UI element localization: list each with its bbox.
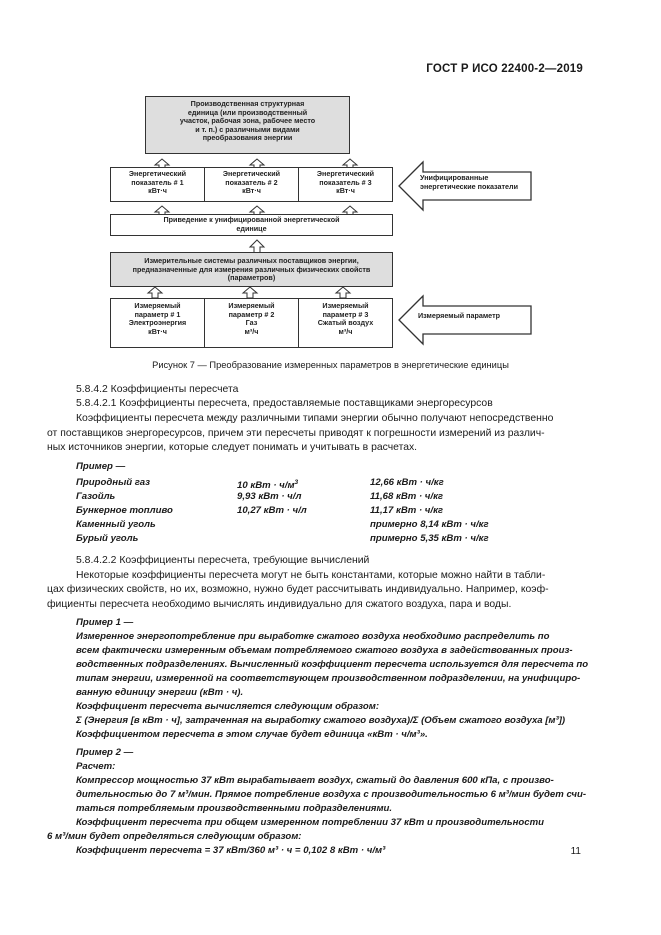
fuel-value-mass: 11,68 кВт · ч/кг <box>370 491 444 502</box>
example-line: ванную единицу энергии (кВт · ч). <box>76 687 244 698</box>
box-line: Энергетический <box>316 169 375 178</box>
box-line: параметр # 3 <box>322 309 369 319</box>
box-line: участок, рабочая зона, рабочее место <box>179 116 316 125</box>
example-line: всем фактически измеренным объемам потребляемого сжатого воздуха в задействованных произ- <box>76 645 573 656</box>
paragraph-line: цах физических свойств, но их, возможно, нужно будет рассчитывать индивидуально. Например, коэф- <box>47 584 549 595</box>
fuel-value-mass: 11,17 кВт · ч/кг <box>370 505 444 516</box>
example-line: Измеренное энергопотребление при выработке сжатого воздуха необходимо распределить по <box>76 631 550 642</box>
box-line: м³/ч <box>338 326 353 336</box>
formula-line: Σ (Энергия [в кВт · ч], затраченная на выработку сжатого воздуха)/Σ (Объем сжатого воздуха [м³]) <box>76 715 566 726</box>
example-line: Компрессор мощностью 37 кВт вырабатывает воздух, сжатый до давления 600 кПа, с произво- <box>76 775 554 786</box>
figure-caption: Рисунок 7 — Преобразование измеренных параметров в энергетические единицы <box>152 360 509 370</box>
example-line: 6 м³/мин будет определяться следующим образом: <box>47 831 302 842</box>
box-line: (параметров) <box>227 273 276 282</box>
param-3-box <box>298 298 393 348</box>
example-line: Коэффициент пересчета вычисляется следующим образом: <box>76 701 380 712</box>
production-unit-box <box>145 96 350 154</box>
box-line: единица (или производственный <box>187 107 308 117</box>
fuel-name: Газойль <box>76 491 116 502</box>
example-1-title: Пример 1 — <box>76 617 134 628</box>
figure-7 <box>0 0 661 380</box>
param-2-box <box>204 298 299 348</box>
measured-parameter-label: Измеряемый параметр <box>418 311 500 320</box>
box-line: Измеряемый <box>322 301 369 310</box>
box-line: Газ <box>245 318 258 327</box>
box-line: Энергетический <box>222 169 281 178</box>
page-number: 11 <box>570 846 581 857</box>
box-line: кВт·ч <box>148 186 167 195</box>
box-line: и т. п.) с различными видами <box>195 124 300 134</box>
box-line: Электроэнергия <box>128 318 187 327</box>
measurement-systems-box <box>110 252 393 287</box>
subsection-heading: 5.8.4.2.2 Коэффициенты пересчета, требующие вычислений <box>76 555 370 566</box>
fuel-value-mass: 12,66 кВт · ч/кг <box>370 477 444 488</box>
box-line: Приведение к унифицированной энергетической <box>163 215 340 224</box>
label-line: энергетические показатели <box>420 181 519 191</box>
box-line: показатель # 1 <box>131 177 184 187</box>
section-heading: 5.8.4.2 Коэффициенты пересчета <box>76 384 239 395</box>
box-line: параметр # 2 <box>228 309 275 319</box>
box-line: предназначенные для измерения различных физических свойств <box>132 264 371 274</box>
example-title: Пример — <box>76 461 126 472</box>
example-line: Расчет: <box>76 761 116 772</box>
fuel-name: Бурый уголь <box>76 533 139 544</box>
box-line: преобразования энергии <box>202 133 293 142</box>
fuel-name: Природный газ <box>76 477 151 488</box>
box-line: Энергетический <box>128 169 187 178</box>
box-line: Измеряемый <box>228 301 275 310</box>
paragraph-line: Некоторые коэффициенты пересчета могут не быть константами, которые можно найти в табли- <box>76 570 546 581</box>
fuel-name: Каменный уголь <box>76 519 156 530</box>
paragraph-line: от поставщиков энергоресурсов, причем эти пересчеты приводят к погрешности измерений из различ- <box>47 428 545 439</box>
unified-indicators-label <box>420 174 532 196</box>
example-2-title: Пример 2 — <box>76 747 134 758</box>
fuel-value-vol: 10 кВт · $ч/м^3$ <box>237 479 299 492</box>
subsection-heading: 5.8.4.2.1 Коэффициенты пересчета, предоставляемые поставщиками энергоресурсов <box>76 398 493 409</box>
paragraph-line: ных источников энергии, которые следует понимать и учитывать в расчетах. <box>47 442 418 453</box>
fuel-value-mass: примерно 5,35 кВт · ч/кг <box>370 533 489 544</box>
fuel-value-vol: 9,93 кВт · ч/л <box>237 491 302 502</box>
param-1-box <box>110 298 205 348</box>
fuel-name: Бункерное топливо <box>76 505 173 516</box>
indicator-3-box <box>298 167 393 202</box>
paragraph-line: фициенты пересчета необходимо вычислять индивидуально для сжатого воздуха, пара и воды. <box>47 599 512 610</box>
document-header: ГОСТ Р ИСО 22400-2—2019 <box>426 63 583 75</box>
example-line: таться потребляемым производственными подразделениями. <box>76 803 393 814</box>
box-line: Производственная структурная <box>190 99 305 108</box>
box-line: показатель # 3 <box>319 177 372 187</box>
box-line: Измеряемый <box>134 301 181 310</box>
box-line: м³/ч <box>244 326 259 336</box>
formula-line: Коэффициент пересчета = 37 кВт/360 м³ · ч = 0,102 8 кВт · ч/м³ <box>76 845 386 856</box>
box-line: кВт·ч <box>336 186 355 195</box>
example-line: водственных подразделениях. Вычисленный коэффициент пересчета используется для пересчета по <box>76 659 589 670</box>
label-line: Унифицированные <box>420 173 489 182</box>
example-line: Коэффициент пересчета при общем измеренном потреблении 37 кВт и производительности <box>76 817 544 828</box>
box-line: параметр # 1 <box>134 309 181 319</box>
fuel-value-vol: 10,27 кВт · ч/л <box>237 505 307 516</box>
indicator-1-box <box>110 167 205 202</box>
example-line: типам энергии, измеренной на соответствующем производственном подразделении, на унифициро- <box>76 673 581 684</box>
box-line: Сжатый воздух <box>317 318 374 327</box>
box-line: кВт·ч <box>242 186 261 195</box>
box-line: единице <box>236 223 267 233</box>
indicator-2-box <box>204 167 299 202</box>
fuel-value-mass: примерно 8,14 кВт · ч/кг <box>370 519 489 530</box>
box-line: Измерительные системы различных поставщиков энергии, <box>144 256 359 265</box>
unit-reduction-box <box>110 214 393 236</box>
box-line: кВт·ч <box>148 326 167 336</box>
box-line: показатель # 2 <box>225 177 278 187</box>
example-line: Коэффициентом пересчета в этом случае будет единица «кВт · ч/м³». <box>76 729 428 740</box>
example-line: дительностью до 7 м³/мин. Прямое потребление воздуха с производительностью 6 м³/мин будет счи- <box>76 789 587 800</box>
paragraph-line: Коэффициенты пересчета между различными типами энергии обычно получают непосредственно <box>76 413 554 424</box>
